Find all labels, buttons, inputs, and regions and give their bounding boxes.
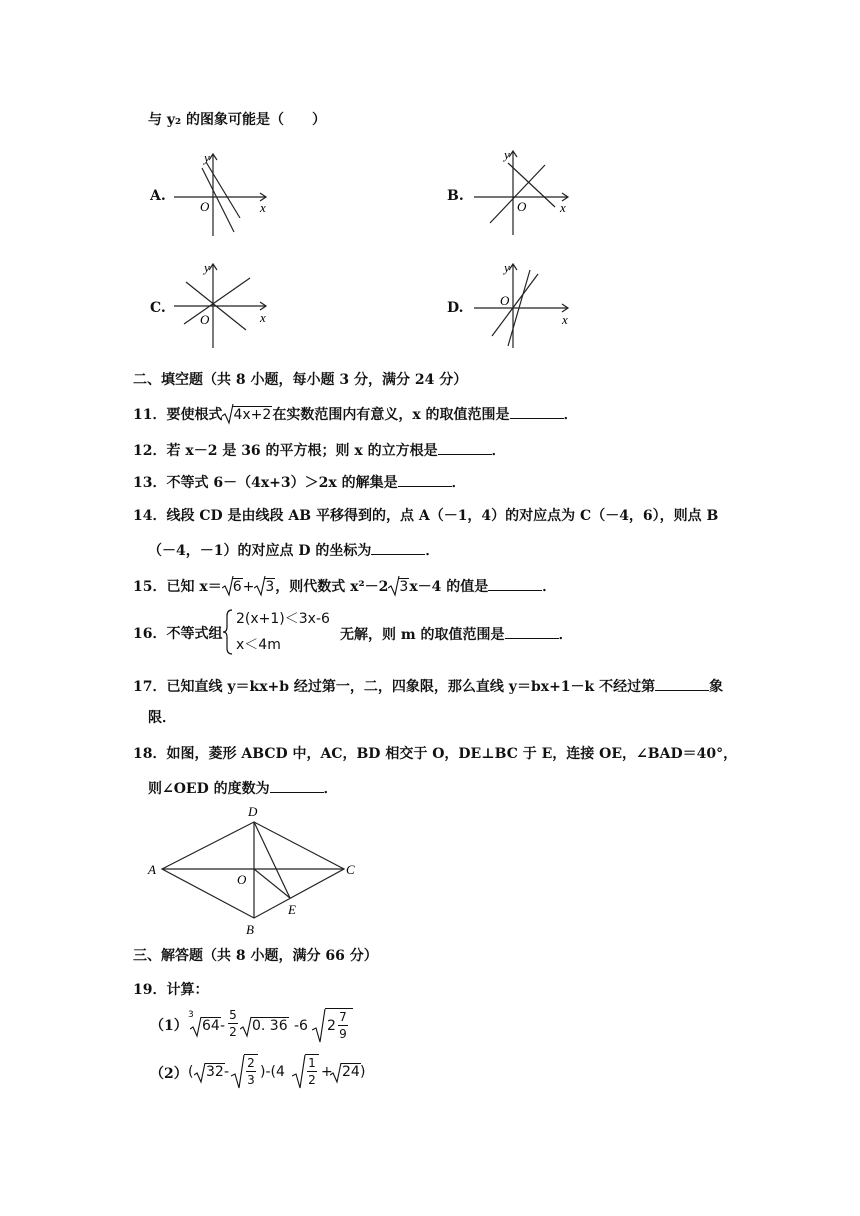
rhombus-figure: [140, 800, 370, 938]
option-b-label: B.: [447, 188, 464, 204]
q18-answer-blank[interactable]: [270, 778, 324, 793]
sqrt-vinculum: [244, 1054, 258, 1055]
q18-line1: [133, 744, 737, 764]
q16-number-pre: [133, 624, 222, 644]
q13-answer-blank[interactable]: [398, 472, 452, 487]
sqrt-radicand: 0. 36: [252, 1018, 288, 1034]
q13-end: ．: [451, 475, 466, 491]
q11-number: 11．: [133, 407, 167, 423]
q11-radicand: 4x+2: [233, 407, 272, 423]
y-axis-label: y: [204, 150, 210, 165]
q15-number: 15．: [133, 579, 167, 595]
q15-end: ．: [542, 579, 557, 595]
section2-heading: 二、填空题（共 8 小题，每小题 3 分，满分 24 分）: [133, 372, 468, 388]
q18-number: 18．: [133, 746, 167, 762]
q16-pre: 不等式组: [166, 626, 223, 642]
y-axis-label: y: [204, 260, 210, 275]
close-paren: ): [360, 1064, 366, 1080]
q15-mid: ，则代数式 x²－2: [275, 579, 389, 595]
graph-d: [470, 258, 580, 350]
open-paren: (: [188, 1064, 194, 1080]
q19-part1-label: （1）: [150, 1018, 188, 1034]
q12-answer-blank[interactable]: [438, 440, 492, 455]
q12-text: 若 x－2 是 36 的平方根；则 x 的立方根是: [166, 443, 438, 459]
sqrt-24: 24: [342, 1064, 360, 1080]
paren-group: )-(4: [260, 1064, 285, 1080]
q15-post: x－4 的值是: [409, 579, 489, 595]
y-axis-label: y: [504, 147, 510, 162]
q15-root3: [388, 577, 409, 597]
point-e-label: E: [288, 902, 296, 917]
origin-label: O: [200, 312, 210, 327]
q15-answer-blank[interactable]: [488, 576, 542, 591]
q19-number: 19．: [133, 982, 167, 998]
q16-end: ．: [558, 627, 573, 643]
sqrt-32: 32: [206, 1064, 224, 1080]
fraction2-denominator: 2: [308, 1073, 316, 1087]
q12-end: ．: [491, 443, 506, 459]
mixed-denominator: 9: [339, 1027, 347, 1041]
origin-label: O: [200, 199, 210, 214]
q18-end: ．: [323, 781, 338, 797]
q11-answer-blank[interactable]: [510, 404, 564, 419]
q15-pre: 已知 x＝: [166, 579, 222, 595]
q17-number: 17．: [133, 679, 167, 695]
q14-line2: [148, 540, 439, 561]
sqrt-vinculum: [325, 1008, 353, 1009]
q11-post: 在实数范围内有意义，x 的取值范围是: [272, 407, 510, 423]
q14-end: ．: [425, 543, 440, 559]
mixed-numerator: 7: [339, 1010, 347, 1024]
q11-pre: 要使根式: [166, 407, 223, 423]
section3-heading: 三、解答题（共 8 小题，满分 66 分）: [133, 948, 378, 964]
q16-number: 16．: [133, 626, 167, 642]
q16-answer-blank[interactable]: [505, 624, 559, 639]
minus-sign: -: [220, 1018, 226, 1034]
q11: [133, 404, 578, 425]
q15-root1: [222, 577, 243, 597]
vertex-c-label: C: [346, 862, 355, 877]
q16-ineq2: x＜4m: [236, 637, 281, 653]
q12: [133, 440, 506, 461]
x-axis-label: x: [562, 312, 568, 327]
q19-text: 计算：: [166, 982, 209, 998]
x-axis-label: x: [560, 200, 566, 215]
q14-line1: [133, 506, 718, 526]
q10-tail: 与 y₂ 的图象可能是（ ）: [148, 112, 327, 128]
q19-part2-label: （2）: [150, 1066, 188, 1082]
q14-number: 14．: [133, 508, 167, 524]
q11-root: [222, 405, 272, 425]
fraction2-numerator: 1: [308, 1056, 316, 1070]
minus-sign: -: [224, 1064, 230, 1080]
cbrt-radicand: 64: [202, 1018, 220, 1034]
graph-b: [470, 145, 580, 237]
q13-number: 13．: [133, 475, 167, 491]
q18-text2: 则∠OED 的度数为: [148, 781, 270, 797]
sqrt-vinculum: [305, 1054, 319, 1055]
q15-plus: +: [242, 579, 255, 595]
q16-post: 无解，则 m 的取值范围是: [340, 627, 505, 643]
q13-text: 不等式 6－（4x+3）＞2x 的解集是: [166, 475, 398, 491]
q15-radicand2: 3: [265, 579, 275, 595]
q17-line1: [133, 676, 723, 697]
q17-tail: 象: [709, 679, 724, 695]
origin-label: O: [517, 199, 527, 214]
graph-a: [170, 148, 280, 240]
q17-answer-blank[interactable]: [655, 676, 709, 691]
vertex-d-label: D: [248, 804, 258, 819]
mixed-whole: 2: [327, 1018, 336, 1034]
q15-root2: [254, 577, 275, 597]
center-o-label: O: [237, 872, 247, 887]
y-axis-label: y: [504, 260, 510, 275]
fraction1-numerator: 2: [247, 1056, 255, 1070]
minus-six: -6: [294, 1018, 308, 1034]
fraction-numerator: 5: [229, 1008, 237, 1022]
q17-line2: 限．: [148, 710, 176, 726]
fraction-denominator: 2: [229, 1025, 237, 1039]
origin-label: O: [500, 293, 510, 308]
q13: [133, 472, 466, 493]
cbrt-index: 3: [188, 1010, 194, 1020]
fraction1-denominator: 3: [247, 1073, 255, 1087]
q17-text1: 已知直线 y＝kx+b 经过第一，二，四象限，那么直线 y＝bx+1－k 不经过第: [166, 679, 656, 695]
q16-ineq1: 2(x+1)＜3x-6: [236, 611, 330, 627]
plus-sign: +: [321, 1064, 333, 1080]
q18-text1: 如图，菱形 ABCD 中，AC，BD 相交于 O，DE⊥BC 于 E，连接 OE，∠BAD＝40°，: [166, 746, 738, 762]
q14-text2: （－4，－1）的对应点 D 的坐标为: [148, 543, 372, 559]
vertex-a-label: A: [148, 862, 156, 877]
q15-radicand3: 3: [399, 579, 409, 595]
q15-radicand1: 6: [232, 579, 242, 595]
q14-text1: 线段 CD 是由线段 AB 平移得到的，点 A（－1，4）的对应点为 C（－4，6），则点 B: [166, 508, 719, 524]
q18-line2: [148, 778, 338, 799]
option-c-label: C.: [150, 300, 166, 316]
x-axis-label: x: [260, 200, 266, 215]
option-d-label: D.: [447, 300, 464, 316]
q14-answer-blank[interactable]: [371, 540, 425, 555]
q16-tail: [340, 624, 573, 645]
graph-c: [170, 258, 280, 350]
q12-number: 12．: [133, 443, 167, 459]
q15: [133, 576, 556, 597]
q16-brace: [222, 608, 234, 656]
q11-end: ．: [563, 407, 578, 423]
x-axis-label: x: [260, 310, 266, 325]
vertex-b-label: B: [246, 922, 254, 937]
option-a-label: A.: [150, 188, 166, 204]
q19: [133, 980, 208, 1000]
